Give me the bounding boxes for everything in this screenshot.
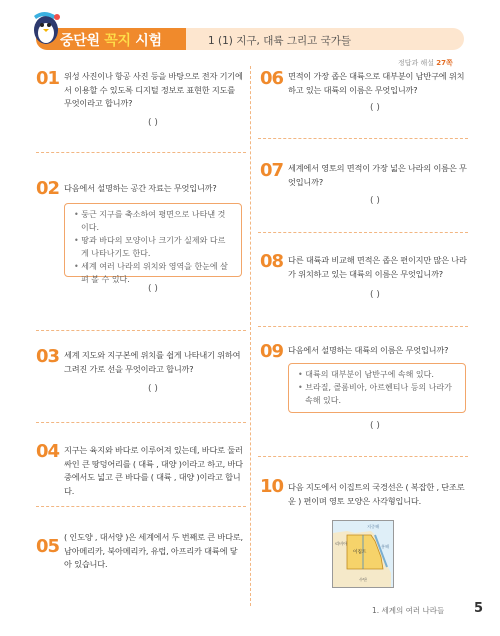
question-text: 다음에서 설명하는 공간 자료는 무엇입니까? [64, 183, 217, 193]
question-text: 위성 사진이나 항공 사진 등을 바탕으로 전자 기기에 서 이용할 수 있도록 디지털 정보로 표현한 지도를 무엇이라고 합니까? [64, 71, 243, 108]
answer-blank[interactable]: ( ) [370, 290, 380, 300]
answer-blank[interactable]: ( ) [148, 384, 158, 394]
question-divider [36, 152, 246, 153]
answer-blank[interactable]: ( ) [370, 421, 380, 431]
penguin-mascot-icon [30, 8, 70, 48]
question-divider [258, 456, 468, 457]
question-number: 03 [36, 346, 60, 367]
question-divider [258, 232, 468, 233]
question-divider [36, 422, 246, 423]
question-number: 06 [260, 68, 284, 89]
egypt-map-image [332, 520, 394, 588]
hint-item: • 땅과 바다의 모양이나 크기가 실제와 다르게 나타나기도 한다. [81, 234, 233, 260]
question-divider [258, 138, 468, 139]
hint-box [64, 203, 242, 284]
question-divider [36, 330, 246, 331]
hint-item: • 둥근 지구를 축소하여 평면으로 나타낸 것이다. [81, 208, 233, 234]
answer-blank[interactable]: ( ) [370, 103, 380, 113]
hint-item: • 세계 여러 나라의 위치와 영역을 한눈에 살펴 볼 수 있다. [81, 260, 233, 286]
question-number: 02 [36, 178, 60, 199]
map-label: 수단 [359, 577, 368, 582]
question-text: 다른 대륙과 비교해 면적은 좁은 편이지만 많은 나라가 위치하고 있는 대륙의 이름은 무엇입니까? [288, 255, 467, 279]
question-divider [258, 326, 468, 327]
question-text: 지구는 육지와 바다로 이루어져 있는데, 바다로 둘러 싸인 큰 땅덩어리를 ( 대륙 , 대양 )이라고 하고, 바다 중에서도 넓고 큰 바다를 ( 대륙 , 대양 )이라고 합니다. [64, 445, 243, 496]
answer-blank[interactable]: ( ) [148, 284, 158, 294]
question-number: 01 [36, 68, 60, 89]
column-divider [250, 66, 251, 606]
question-text: 다음에서 설명하는 대륙의 이름은 무엇입니까? [288, 345, 449, 355]
question-number: 09 [260, 341, 284, 362]
question-text: 다음 지도에서 이집트의 국경선은 ( 복잡한 , 단조로운 ) 편이며 영토 모양은 사각형입니다. [288, 482, 465, 506]
page-number: 5 [474, 601, 484, 616]
question-number: 05 [36, 536, 60, 557]
question-text: ( 인도양 , 대서양 )은 세계에서 두 번째로 큰 바다로, 남아메리카, 북아메리카, 유럽, 아프리카 대륙에 닿아 있습니다. [64, 532, 243, 569]
answer-blank[interactable]: ( ) [370, 196, 380, 206]
question-text: 면적이 가장 좁은 대륙으로 대부분이 남반구에 위치하고 있는 대륙의 이름은 무엇입니까? [288, 71, 465, 95]
page-subtitle: 1 (1) 지구, 대륙 그리고 국가들 [208, 35, 352, 47]
map-label: 지중해 [367, 524, 380, 529]
question-number: 10 [260, 476, 284, 497]
map-label: 리비아 [335, 541, 348, 546]
hint-item: • 브라질, 콜롬비아, 아르헨티나 등의 나라가 속해 있다. [305, 381, 457, 407]
answer-reference: 정답과 해설 27쪽 [398, 59, 453, 67]
footer-section: 1. 세계의 여러 나라들 [372, 606, 445, 615]
question-text: 세계에서 영토의 면적이 가장 넓은 나라의 이름은 무엇입니까? [288, 163, 467, 187]
answer-blank[interactable]: ( ) [148, 118, 158, 128]
question-text: 세계 지도와 지구본에 위치를 쉽게 나타내기 위하여 그려진 가로 선을 무엇이라고 합니까? [64, 350, 241, 374]
map-label: 홍해 [381, 544, 390, 549]
hint-box [288, 363, 466, 413]
question-number: 04 [36, 441, 60, 462]
question-number: 08 [260, 251, 284, 272]
map-label: 이집트 [353, 550, 367, 555]
hint-item: • 대륙의 대부분이 남반구에 속해 있다. [305, 368, 457, 381]
question-divider [36, 506, 246, 507]
question-number: 07 [260, 160, 284, 181]
page-title: 중단원 꼭지 시험 [60, 33, 162, 49]
